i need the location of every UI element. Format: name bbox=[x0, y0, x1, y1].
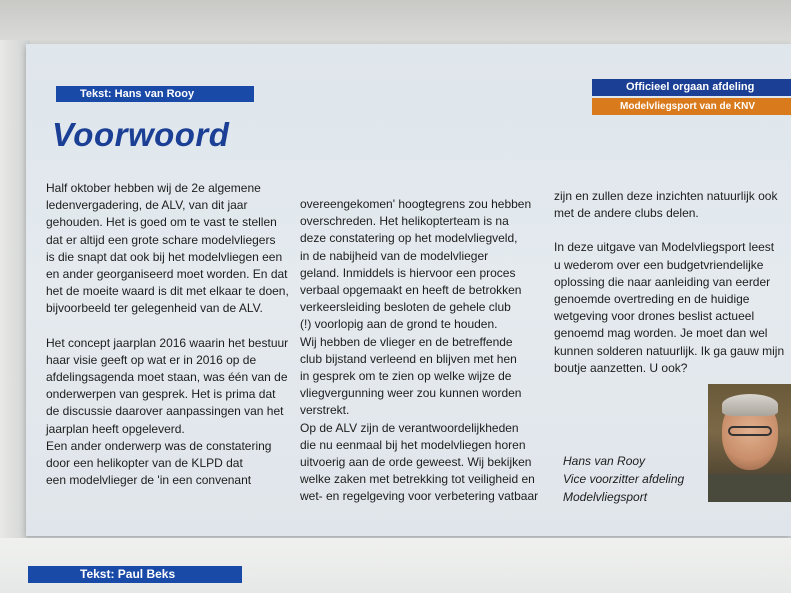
text-line: dat er altijd een grote schare modelvliegers bbox=[46, 232, 276, 247]
text-line: vliegvergunning weer zou kunnen worden bbox=[300, 386, 522, 401]
page-title: Voorwoord bbox=[52, 116, 230, 153]
paragraph bbox=[554, 239, 786, 377]
paragraph bbox=[554, 188, 786, 222]
text-line: gehouden. Het is goed om te vast te stellen bbox=[46, 215, 277, 230]
text-line: verbaal opgemaakt en heeft de betrokken bbox=[300, 283, 522, 298]
text-line: verstrekt. bbox=[300, 403, 350, 418]
text-line: club bijstand verleend en blijven met hen bbox=[300, 351, 517, 366]
paragraph bbox=[300, 196, 552, 506]
org-bar-top: Officieel orgaan afdeling bbox=[592, 79, 791, 96]
text-line: verkeersleiding besloten de gehele club bbox=[300, 300, 511, 315]
signature-org: Modelvliegsport bbox=[563, 490, 648, 504]
text-line: door een helikopter van de KLPD dat bbox=[46, 456, 243, 471]
text-line: u wederom over een budgetvriendelijke bbox=[554, 257, 764, 272]
text-line: welke zaken met betrekking tot veiligheid en bbox=[300, 472, 535, 487]
text-line: in gesprek om te zien op welke wijze de bbox=[300, 369, 512, 384]
text-line: de discussie daarover aanpassingen van het bbox=[46, 404, 284, 419]
column-1 bbox=[46, 180, 298, 489]
org-bar-bottom: Modelvliegsport van de KNV bbox=[592, 98, 791, 115]
column-2 bbox=[300, 196, 552, 506]
text-line: overeengekomen' hoogtegrens zou hebben bbox=[300, 197, 532, 211]
text-line: Half oktober hebben wij de 2e algemene bbox=[46, 181, 261, 195]
text-line: het de moeite waard is dit met elkaar te doen, bbox=[46, 284, 289, 299]
text-line: een modelvlieger de 'in een convenant bbox=[46, 473, 252, 488]
text-line: kunnen solderen natuurlijk. Ik ga gauw mijn bbox=[554, 343, 785, 358]
text-line: geland. Inmiddels is hiervoor een proces bbox=[300, 265, 516, 280]
text-line: wetgeving voor drones beslist actueel bbox=[554, 309, 755, 324]
text-line: boutje aanzetten. U ook? bbox=[554, 360, 688, 375]
text-line: (!) voorlopig aan de grond te houden. bbox=[300, 317, 498, 332]
text-line: genoemd mag worden. Je moet dan wel bbox=[554, 326, 768, 341]
text-line: wet- en regelgeving voor verbetering vatbaar bbox=[300, 489, 539, 504]
photo-glasses bbox=[728, 426, 772, 436]
author-bar: Tekst: Hans van Rooy bbox=[56, 86, 254, 102]
text-line: die nu eenmaal bij het modelvliegen horen bbox=[300, 437, 526, 452]
text-line: afdelingsagenda moet staan, was één van de bbox=[46, 370, 288, 385]
text-line: onderwerpen van gesprek. Het is prima dat bbox=[46, 387, 276, 402]
text-line: oplossing die naar aanleiding van eerder bbox=[554, 274, 771, 289]
paragraph bbox=[46, 180, 298, 318]
text-line: Op de ALV zijn de verantwoordelijkheden bbox=[300, 420, 519, 435]
text-line: In deze uitgave van Modelvliegsport leest bbox=[554, 240, 775, 255]
paragraph bbox=[46, 335, 298, 490]
text-line: overschreden. Het helikopterteam is na bbox=[300, 214, 509, 229]
column-3 bbox=[554, 188, 786, 377]
text-line: uitvoerig aan de orde geweest. Wij bekijken bbox=[300, 455, 532, 470]
text-line: Een ander onderwerp was de constatering bbox=[46, 438, 272, 453]
text-line: genoemde overtreding en de huidige bbox=[554, 292, 750, 307]
signature-name: Hans van Rooy bbox=[563, 454, 646, 468]
text-line: is die snapt dat ook bij het modelvliegen een bbox=[46, 249, 283, 264]
text-line: deze constatering op het modelvliegveld, bbox=[300, 231, 518, 246]
text-line: bijvoorbeeld ter gelegenheid van de ALV. bbox=[46, 301, 263, 316]
signature-role: Vice voorzitter afdeling bbox=[563, 472, 685, 486]
text-line: haar visie geeft op wat er in 2016 op de bbox=[46, 352, 257, 367]
text-line: en ander georganiseerd moet worden. En dat bbox=[46, 267, 288, 282]
signature bbox=[563, 452, 684, 506]
author-photo bbox=[708, 384, 791, 502]
text-line: ledenvergadering, de ALV, van dit jaar bbox=[46, 198, 248, 213]
text-line: Het concept jaarplan 2016 waarin het bestuur bbox=[46, 335, 289, 350]
text-line: zijn en zullen deze inzichten natuurlijk ook bbox=[554, 189, 778, 203]
photo-shirt bbox=[708, 474, 791, 502]
text-line: jaarplan heeft opgeleverd. bbox=[46, 421, 185, 436]
text-line: Wij hebben de vlieger en de betreffende bbox=[300, 334, 513, 349]
text-line: in de nabijheid van de modelvlieger bbox=[300, 248, 489, 263]
next-author-bar: Tekst: Paul Beks bbox=[28, 566, 242, 583]
photo-hair bbox=[722, 394, 778, 416]
text-line: met de andere clubs delen. bbox=[554, 206, 699, 221]
